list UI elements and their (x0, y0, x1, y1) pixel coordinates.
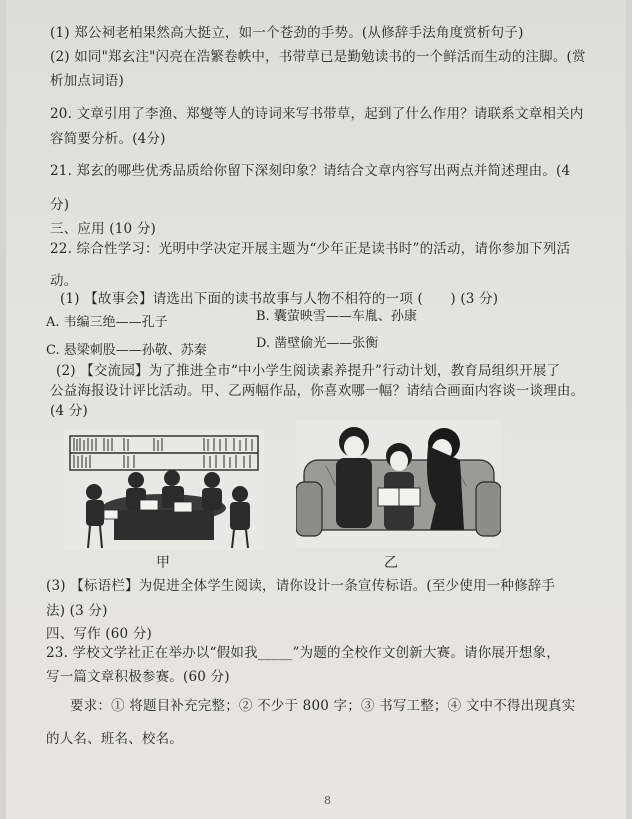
section-4-heading: 四、写作 (60 分) (46, 626, 152, 642)
q22-sub2-score: (4 分) (50, 403, 88, 419)
option-c: C. 悬梁刺股——孙敬、苏秦 (46, 343, 207, 358)
q22-cont: 动。 (50, 273, 78, 289)
page-number: 8 (324, 794, 331, 807)
q22-sub1: (1) 【故事会】请选出下面的读书故事与人物不相符的一项 ( ) (3 分) (60, 291, 499, 307)
q23: 23. 学校文学社正在举办以“假如我_____”为题的全校作文创新大赛。请你展开想象， (46, 645, 560, 661)
q21: 21. 郑玄的哪些优秀品质给你留下深刻印象？请结合文章内容写出两点并简述理由。(4 (50, 163, 571, 179)
q20: 20. 文章引用了李渔、郑燮等人的诗词来写书带草，起到了什么作用？请联系文章相关内 (50, 106, 584, 122)
q19-sub2: (2) 如同"郑玄注"闪亮在浩繁卷帙中，书带草已是勤勉读书的一个鲜活而生动的注脚。(赏 (50, 49, 586, 65)
q22-sub2-cont: 公益海报设计评比活动。甲、乙两幅作品，你喜欢哪一幅？请结合画面内容谈一谈理由。 (50, 383, 585, 399)
q22-sub3-cont: 法) (3 分) (46, 603, 108, 619)
poster-yi-illustration (296, 420, 501, 548)
q21-cont: 分) (50, 197, 70, 213)
caption-jia: 甲 (156, 555, 170, 571)
option-d: D. 凿壁偷光——张衡 (256, 336, 379, 351)
exam-page (6, 0, 626, 819)
option-a: A. 韦编三绝——孔子 (46, 315, 168, 330)
q22-sub2: (2) 【交流园】为了推进全市“中小学生阅读素养提升”行动计划，教育局组织开展了 (56, 363, 561, 379)
q20-cont: 容简要分析。(4分) (50, 131, 166, 147)
q22-sub3: (3) 【标语栏】为促进全体学生阅读，请你设计一条宣传标语。(至少使用一种修辞手 (46, 578, 556, 594)
q23-requirements: 要求：① 将题目补充完整；② 不少于 800 字；③ 书写工整；④ 文中不得出现真实 (70, 698, 576, 714)
q23-cont: 写一篇文章积极参赛。(60 分) (46, 669, 230, 685)
q22: 22. 综合性学习：光明中学决定开展主题为“少年正是读书时”的活动，请你参加下列活 (50, 241, 571, 257)
poster-jia-illustration (64, 430, 264, 550)
section-3-heading: 三、应用 (10 分) (50, 221, 156, 237)
q19-sub1: (1) 郑公祠老柏果然高大挺立，如一个苍劲的手势。(从修辞手法角度赏析句子) (50, 25, 524, 41)
caption-yi: 乙 (384, 555, 398, 571)
q19-sub2-cont: 析加点词语) (50, 73, 124, 89)
q23-requirements-cont: 的人名、班名、校名。 (46, 731, 183, 747)
option-b: B. 囊萤映雪——车胤、孙康 (256, 309, 417, 324)
